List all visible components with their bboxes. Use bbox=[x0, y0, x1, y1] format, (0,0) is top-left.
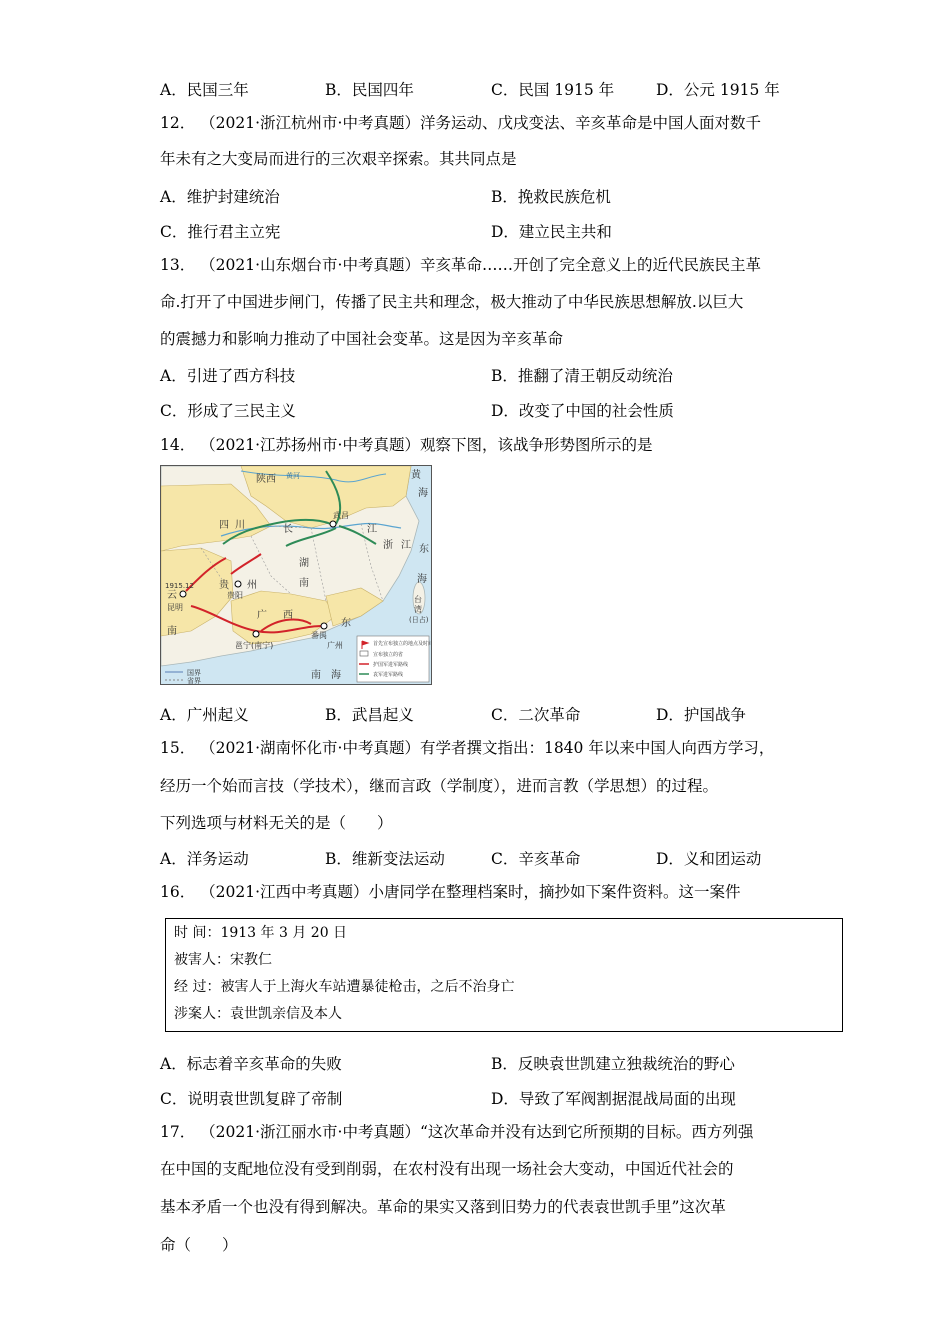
map-label-wuchang: 武昌 bbox=[333, 511, 349, 520]
q12-stem-line2: 年未有之大变局而进行的三次艰辛探索。其共同点是 bbox=[160, 150, 517, 168]
map-label-tai: 台 bbox=[414, 595, 422, 604]
map-label-japan-occupied: (日占) bbox=[409, 616, 429, 624]
q11-options bbox=[160, 78, 800, 98]
q15-stem-line2: 经历一个始而言技（学技术），继而言政（学制度），进而言教（学思想）的过程。 bbox=[160, 777, 719, 795]
q14-option-c[interactable]: C．二次革命 bbox=[491, 706, 581, 724]
map-label-dong2: 东 bbox=[341, 618, 351, 629]
guangzhou-marker bbox=[321, 623, 327, 629]
map-label-guiyang: 贵阳 bbox=[227, 591, 243, 600]
q15-stem-line1: 15． （2021·湖南怀化市·中考真题）有学者撰文指出：1840 年以来中国人向西方学习， bbox=[160, 739, 775, 757]
q16-stem-line1: 16． （2021·江西中考真题）小唐同学在整理档案时，摘抄如下案件资料。这一案件 bbox=[160, 883, 741, 901]
q15-options bbox=[160, 847, 800, 867]
map-label-hai3: 海 bbox=[331, 670, 341, 681]
map-label-hai2: 海 bbox=[417, 574, 427, 585]
case-process: 经 过：被害人于上海火车站遭暴徒枪击，之后不治身亡 bbox=[174, 979, 515, 995]
map-label-chuan: 川 bbox=[235, 520, 245, 531]
map-label-huang: 黄 bbox=[411, 470, 421, 481]
q16-option-c[interactable]: C．说明袁世凯复辟了帝制 bbox=[160, 1090, 343, 1108]
map-label-guangzhou: 广州 bbox=[327, 641, 343, 650]
q16-options-row1 bbox=[160, 1052, 800, 1072]
q14-option-b[interactable]: B．武昌起义 bbox=[325, 706, 414, 724]
map-label-nan3: 南 bbox=[311, 670, 321, 681]
q12-options-row1 bbox=[160, 185, 800, 205]
q12-option-c[interactable]: C．推行君主立宪 bbox=[160, 223, 281, 241]
q11-option-a[interactable]: A．民国三年 bbox=[160, 81, 249, 99]
q17-stem-line1: 17． （2021·浙江丽水市·中考真题）“这次革命并没有达到它所预期的目标。西方列强 bbox=[160, 1123, 754, 1141]
q13-options-row1 bbox=[160, 364, 800, 384]
case-time: 时 间：1913 年 3 月 20 日 bbox=[174, 925, 348, 941]
q17-stem-line2: 在中国的支配地位没有受到削弱，在农村没有出现一场社会大变动，中国近代社会的 bbox=[160, 1160, 734, 1178]
q11-option-d[interactable]: D．公元 1915 年 bbox=[656, 81, 780, 99]
map-label-wan: 湾 bbox=[414, 605, 422, 614]
map-label-nanning: 邕宁(南宁) bbox=[235, 641, 274, 650]
map-label-hu: 湖 bbox=[299, 558, 309, 569]
q16-options-row2 bbox=[160, 1087, 800, 1107]
q17-stem-line4: 命（ ） bbox=[160, 1236, 238, 1254]
map-label-chang: 长 bbox=[283, 524, 293, 535]
legend-national-border-label: 国界 bbox=[187, 669, 201, 677]
map-label-shaanxi: 陕西 bbox=[256, 474, 276, 485]
q16-option-a[interactable]: A．标志着辛亥革命的失败 bbox=[160, 1055, 342, 1073]
q13-option-c[interactable]: C．形成了三民主义 bbox=[160, 402, 296, 420]
nanning-marker bbox=[253, 631, 259, 637]
q13-option-a[interactable]: A．引进了西方科技 bbox=[160, 367, 296, 385]
q12-option-a[interactable]: A．维护封建统治 bbox=[160, 188, 280, 206]
legend-first-independent-label: 首先宣布独立的地点及时间 bbox=[373, 641, 431, 647]
case-involved: 涉案人：袁世凯亲信及本人 bbox=[174, 1006, 342, 1022]
q11-option-b[interactable]: B．民国四年 bbox=[325, 81, 414, 99]
q15-option-c[interactable]: C．辛亥革命 bbox=[491, 850, 581, 868]
q15-option-a[interactable]: A．洋务运动 bbox=[160, 850, 249, 868]
guiyang-marker bbox=[235, 581, 241, 587]
map-label-dong: 东 bbox=[419, 544, 429, 555]
case-victim: 被害人：宋教仁 bbox=[174, 952, 272, 968]
legend-province-label: 宣布独立的省 bbox=[373, 652, 404, 658]
q11-option-c[interactable]: C．民国 1915 年 bbox=[491, 81, 615, 99]
q12-options-row2 bbox=[160, 220, 800, 240]
legend-province-swatch bbox=[360, 651, 368, 656]
map-label-jiang2: 江 bbox=[401, 540, 411, 551]
q14-option-d[interactable]: D．护国战争 bbox=[656, 706, 746, 724]
map-label-hai1: 海 bbox=[418, 488, 428, 499]
q17-stem-line3: 基本矛盾一个也没有得到解决。革命的果实又落到旧势力的代表袁世凯手里”这次革 bbox=[160, 1198, 726, 1216]
q13-stem-line3: 的震撼力和影响力推动了中国社会变革。这是因为辛亥革命 bbox=[160, 330, 564, 348]
q12-option-d[interactable]: D．建立民主共和 bbox=[491, 223, 612, 241]
q13-option-d[interactable]: D．改变了中国的社会性质 bbox=[491, 402, 674, 420]
map-legend-box bbox=[357, 636, 431, 682]
q16-option-d[interactable]: D．导致了军阀割据混战局面的出现 bbox=[491, 1090, 736, 1108]
legend-red-route-label: 护国军进军路线 bbox=[373, 662, 409, 668]
q13-options-row2 bbox=[160, 399, 800, 419]
q12-stem-line1: 12． （2021·浙江杭州市·中考真题）洋务运动、戊戌变法、辛亥革命是中国人面对数千 bbox=[160, 114, 761, 132]
q14-stem-line1: 14． （2021·江苏扬州市·中考真题）观察下图，该战争形势图所示的是 bbox=[160, 436, 653, 454]
q13-stem-line1: 13． （2021·山东烟台市·中考真题）辛亥革命……开创了完全意义上的近代民族民主革 bbox=[160, 256, 761, 274]
q15-stem-line3: 下列选项与材料无关的是（ ） bbox=[160, 814, 393, 832]
map-label-zhe: 浙 bbox=[383, 540, 393, 551]
map-label-yellow-river: 黄河 bbox=[286, 472, 300, 480]
map-label-zhou: 州 bbox=[247, 580, 257, 591]
q15-option-b[interactable]: B．维新变法运动 bbox=[325, 850, 445, 868]
map-label-nan: 南 bbox=[299, 578, 309, 589]
map-label-si: 四 bbox=[219, 520, 229, 531]
q13-option-b[interactable]: B．推翻了清王朝反动统治 bbox=[491, 367, 673, 385]
map-label-xi: 西 bbox=[283, 610, 293, 621]
q16-option-b[interactable]: B．反映袁世凯建立独裁统治的野心 bbox=[491, 1055, 735, 1073]
wuchang-marker bbox=[330, 521, 336, 527]
q14-options bbox=[160, 703, 800, 723]
map-label-jiang: 江 bbox=[367, 524, 377, 535]
map-label-kunming: 昆明 bbox=[167, 603, 183, 612]
q15-option-d[interactable]: D．义和团运动 bbox=[656, 850, 762, 868]
war-situation-map bbox=[160, 465, 432, 685]
q14-option-a[interactable]: A．广州起义 bbox=[160, 706, 249, 724]
map-label-nan2: 南 bbox=[167, 626, 177, 637]
case-record-box bbox=[165, 918, 843, 1032]
q12-option-b[interactable]: B．挽救民族危机 bbox=[491, 188, 611, 206]
map-label-date: 1915.12 bbox=[165, 582, 194, 590]
kunming-marker bbox=[180, 591, 186, 597]
legend-green-route-label: 袁军进军路线 bbox=[373, 672, 404, 678]
map-label-yun: 云 bbox=[167, 590, 177, 601]
map-label-panyu: 番禺 bbox=[311, 631, 327, 640]
map-svg bbox=[161, 466, 431, 684]
map-label-gui: 贵 bbox=[219, 580, 229, 591]
q13-stem-line2: 命.打开了中国进步闸门，传播了民主共和理念，极大推动了中华民族思想解放.以巨大 bbox=[160, 293, 744, 311]
map-label-guang: 广 bbox=[257, 610, 267, 621]
legend-province-border-label: 省界 bbox=[187, 677, 201, 684]
